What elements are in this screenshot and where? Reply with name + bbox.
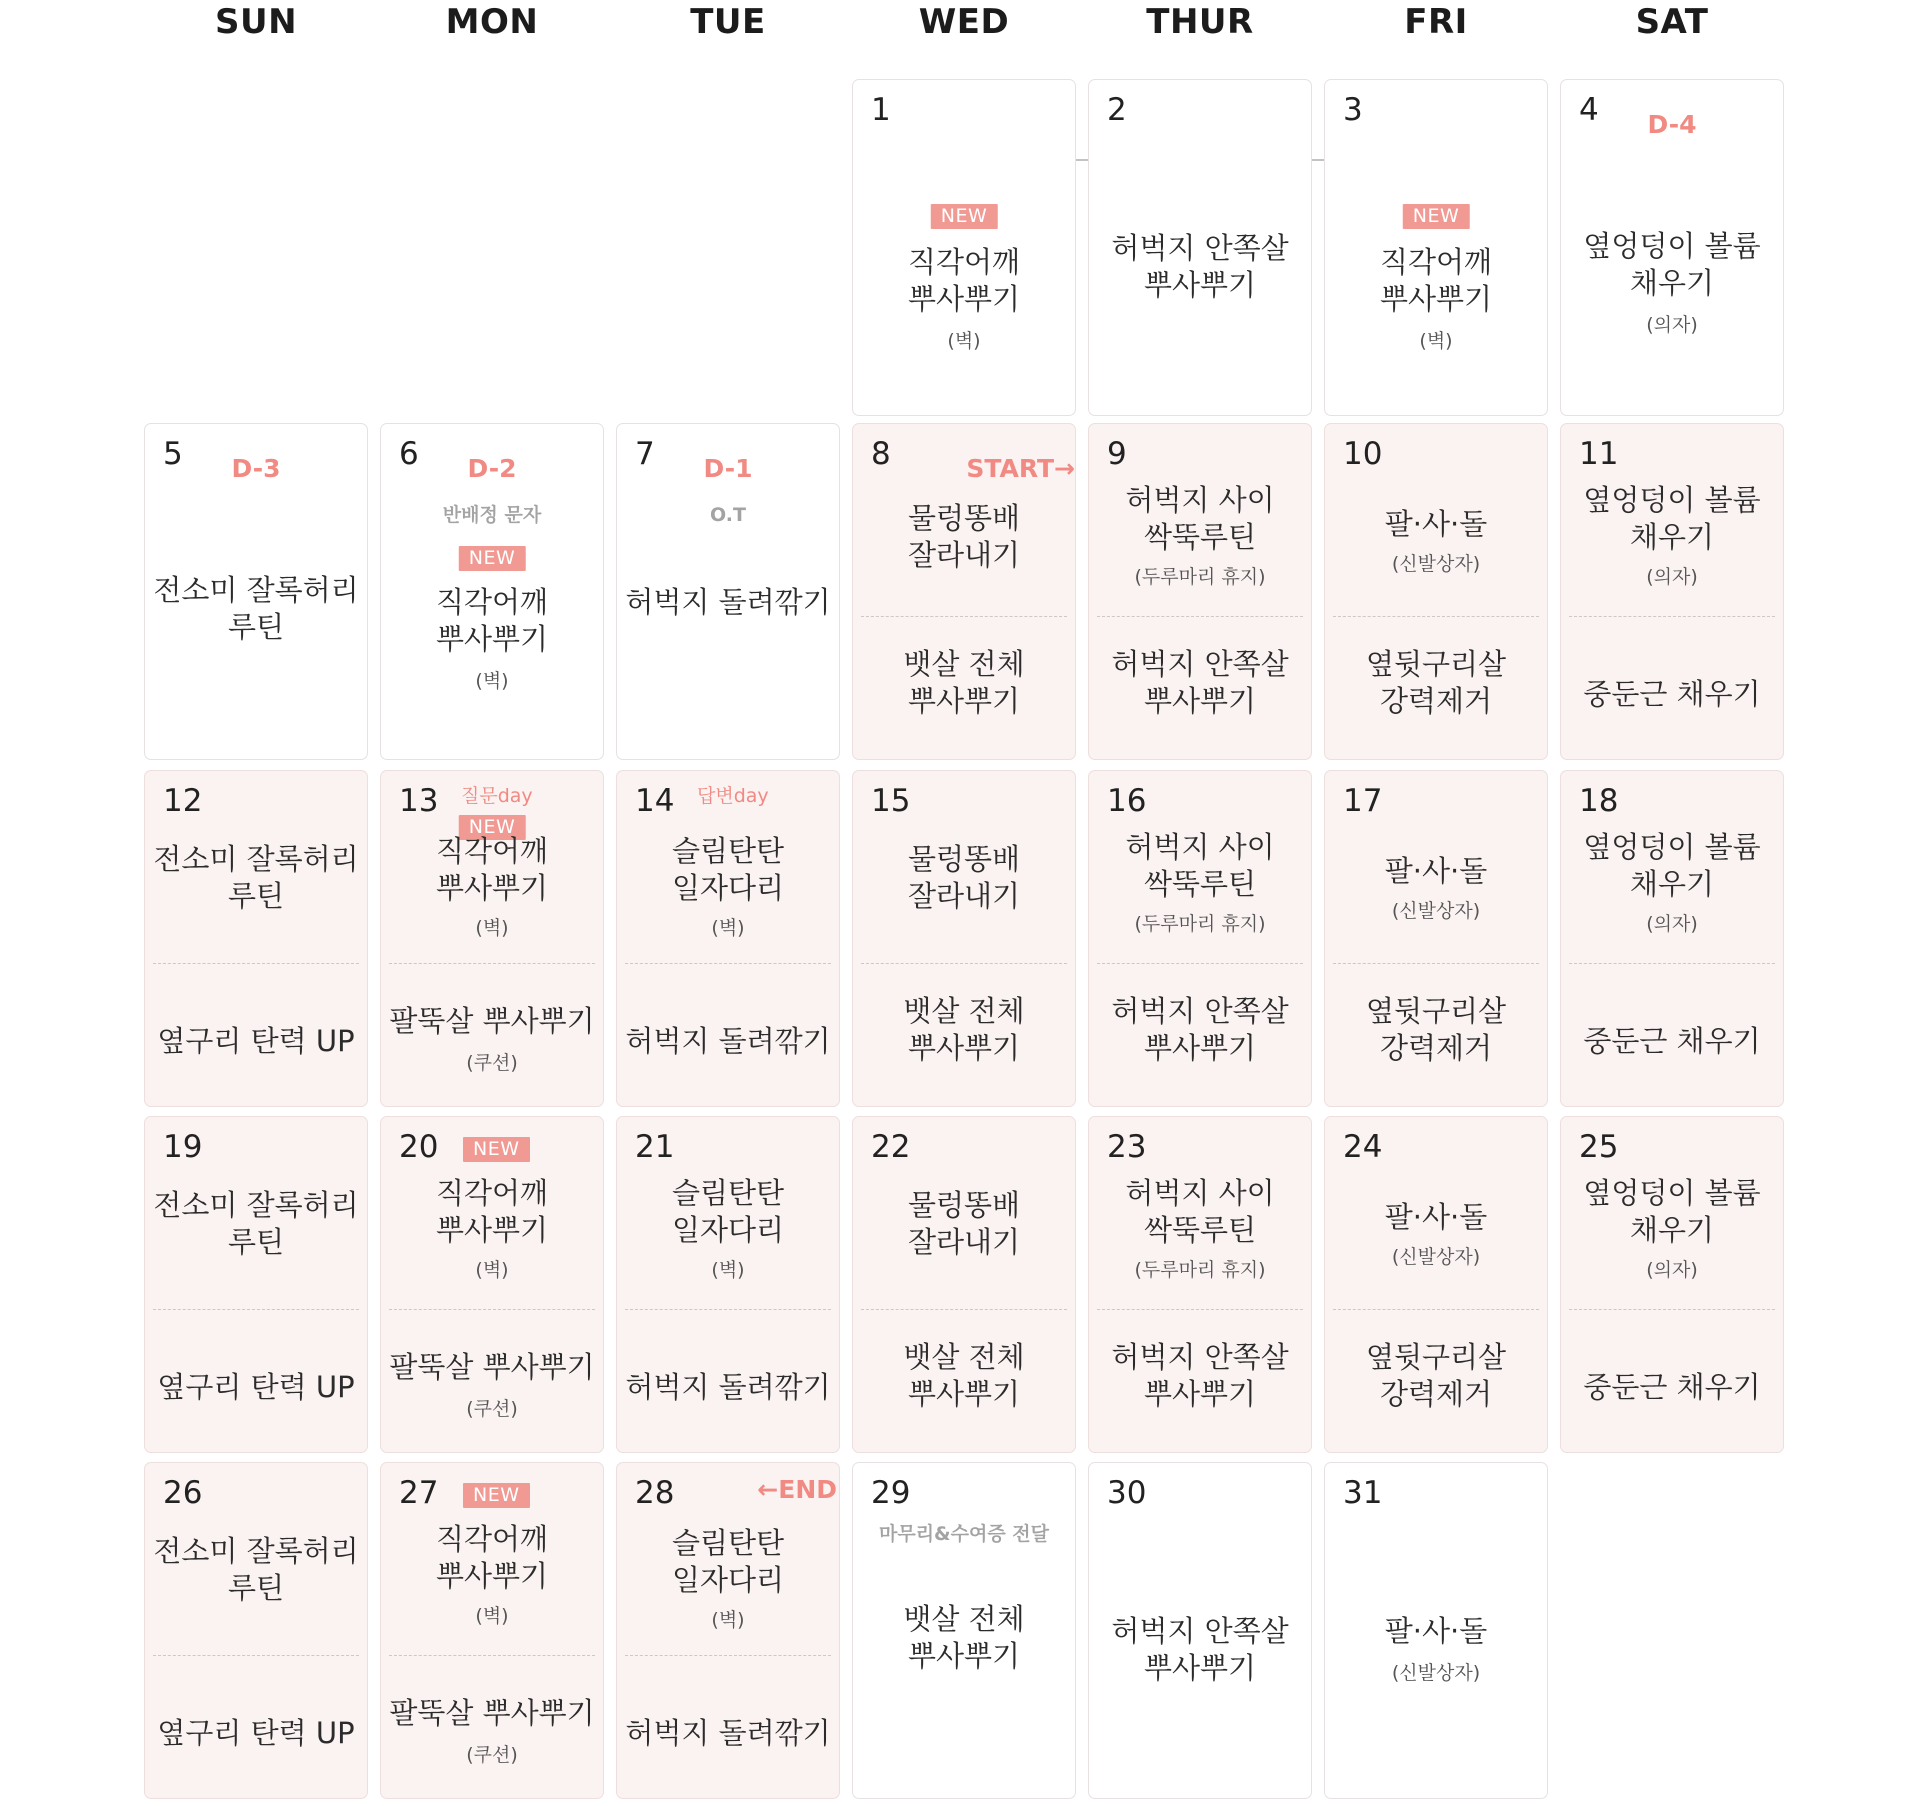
day-number: 22 [871,1129,911,1165]
exercise-line: 뿌사뿌기 [435,622,549,656]
section-divider [389,1655,595,1656]
section-divider [1569,963,1775,964]
exercise-line: 허벅지 돌려깎기 [625,1716,831,1750]
calendar-day-8[interactable] [852,423,1076,760]
calendar-day-18[interactable] [1560,770,1784,1107]
day-number: 14 [635,783,675,819]
exercise-line: 루틴 [227,1225,285,1259]
day-number: 24 [1343,1129,1383,1165]
exercise-line: 직각어깨 [435,585,549,619]
calendar-day-13[interactable] [380,770,604,1107]
calendar-day-21[interactable] [616,1116,840,1453]
new-badge: NEW [1403,204,1470,229]
calendar-day-23[interactable] [1088,1116,1312,1453]
exercise-primary [617,584,839,621]
day-number: 31 [1343,1475,1383,1511]
exercise-secondary [145,1023,367,1060]
exercise-secondary [381,1349,603,1386]
exercise-line: 옆구리 탄력 UP [157,1370,355,1404]
section-divider [1097,1309,1303,1310]
exercise-line: 허벅지 사이 [1125,830,1275,864]
section-divider [153,1655,359,1656]
exercise-line: 싹뚝루틴 [1143,867,1257,901]
exercise-prop: (신발상자) [1391,553,1481,575]
exercise-line: 잘라내기 [907,1225,1021,1259]
day-tag: 답변day [697,785,769,807]
day-number: 30 [1107,1475,1147,1511]
weekday-header-wed: WED [918,2,1010,42]
exercise-line: 잘라내기 [907,879,1021,913]
exercise-prop: (벽) [711,1609,745,1631]
exercise-line: 물렁똥배 [907,842,1021,876]
exercise-primary [1561,228,1783,302]
exercise-prop: (벽) [475,1605,509,1627]
exercise-line: 채우기 [1629,867,1715,901]
exercise-prop: (쿠션) [466,1398,518,1420]
exercise-line: 뿌사뿌기 [1143,1031,1257,1065]
exercise-line: 뿌사뿌기 [1143,684,1257,718]
calendar-day-7[interactable] [616,423,840,760]
exercise-prop: (두루마리 휴지) [1134,566,1266,588]
calendar-day-30[interactable] [1088,1462,1312,1799]
day-number: 16 [1107,783,1147,819]
exercise-primary [1325,853,1547,890]
day-number: 17 [1343,783,1383,819]
exercise-primary [853,1187,1075,1261]
exercise-line: 중둔근 채우기 [1583,677,1761,711]
exercise-line: 채우기 [1629,266,1715,300]
exercise-line: 팔뚝살 뿌사뿌기 [389,1350,595,1384]
exercise-primary [853,1601,1075,1675]
exercise-primary [381,584,603,658]
day-number: 8 [871,436,891,472]
new-badge: NEW [459,546,526,571]
exercise-line: 전소미 잘록허리 [153,573,359,607]
exercise-line: 허벅지 사이 [1125,483,1275,517]
calendar-day-3[interactable] [1324,79,1548,416]
exercise-secondary [617,1369,839,1406]
calendar-day-4[interactable] [1560,79,1784,416]
day-number: 23 [1107,1129,1147,1165]
exercise-secondary [853,993,1075,1067]
day-number: 26 [163,1475,203,1511]
exercise-prop: (의자) [1646,314,1698,336]
exercise-line: 일자다리 [671,1563,785,1597]
exercise-line: 뱃살 전체 [903,994,1025,1028]
day-number: 5 [163,436,183,472]
exercise-line: 강력제거 [1379,684,1493,718]
exercise-primary [145,1187,367,1261]
calendar-day-17[interactable] [1324,770,1548,1107]
day-number: 6 [399,436,419,472]
section-divider [861,616,1067,617]
new-badge: NEW [463,1137,530,1162]
exercise-line: 뿌사뿌기 [1143,1377,1257,1411]
exercise-line: 허벅지 안쪽살 [1111,994,1289,1028]
exercise-secondary [1089,646,1311,720]
day-number: 10 [1343,436,1383,472]
day-number: 19 [163,1129,203,1165]
exercise-line: 루틴 [227,1571,285,1605]
exercise-line: 허벅지 돌려깎기 [625,1370,831,1404]
exercise-primary [853,841,1075,915]
section-divider [625,963,831,964]
exercise-line: 옆엉덩이 볼륨 [1583,483,1761,517]
calendar-day-9[interactable] [1088,423,1312,760]
section-divider [861,963,1067,964]
exercise-primary [853,244,1075,318]
weekday-header-thur: THUR [1146,2,1254,42]
exercise-line: 허벅지 사이 [1125,1176,1275,1210]
day-number: 28 [635,1475,675,1511]
exercise-line: 직각어깨 [435,1522,549,1556]
day-tag: D-4 [1647,110,1697,139]
exercise-primary [1325,1199,1547,1236]
exercise-line: 뿌사뿌기 [907,1377,1021,1411]
exercise-line: 옆엉덩이 볼륨 [1583,1176,1761,1210]
exercise-prop: (벽) [711,917,745,939]
calendar-day-27[interactable] [380,1462,604,1799]
exercise-line: 옆뒷구리살 [1365,994,1507,1028]
section-divider [389,963,595,964]
exercise-prop: (쿠션) [466,1744,518,1766]
weekday-header-tue: TUE [690,2,766,42]
exercise-line: 잘라내기 [907,538,1021,572]
day-number: 15 [871,783,911,819]
exercise-line: 뿌사뿌기 [907,1639,1021,1673]
exercise-line: 옆엉덩이 볼륨 [1583,229,1761,263]
exercise-secondary [145,1715,367,1752]
section-divider [1333,1309,1539,1310]
calendar-day-26[interactable] [144,1462,368,1799]
exercise-line: 뿌사뿌기 [907,684,1021,718]
day-number: 4 [1579,92,1599,128]
exercise-prop: (벽) [475,1259,509,1281]
exercise-secondary [145,1369,367,1406]
calendar-day-25[interactable] [1560,1116,1784,1453]
section-divider [1097,963,1303,964]
exercise-line: 팔·사·돌 [1384,507,1488,541]
calendar-day-22[interactable] [852,1116,1076,1453]
exercise-line: 물렁똥배 [907,1188,1021,1222]
exercise-line: 뿌사뿌기 [1143,268,1257,302]
section-divider [1569,616,1775,617]
exercise-prop: (신발상자) [1391,1662,1481,1684]
exercise-primary [1561,482,1783,556]
exercise-line: 팔·사·돌 [1384,854,1488,888]
exercise-prop: (신발상자) [1391,1246,1481,1268]
exercise-secondary [1325,993,1547,1067]
section-divider [153,1309,359,1310]
exercise-line: 뿌사뿌기 [1143,1651,1257,1685]
exercise-line: 채우기 [1629,520,1715,554]
day-number: 13 [399,783,439,819]
day-note: O.T [710,504,746,526]
exercise-line: 싹뚝루틴 [1143,1213,1257,1247]
calendar-day-6[interactable] [380,423,604,760]
new-badge: NEW [463,1483,530,1508]
exercise-primary [853,500,1075,574]
exercise-primary [617,1525,839,1599]
exercise-primary [1089,1613,1311,1687]
section-divider [861,1309,1067,1310]
calendar-day-11[interactable] [1560,423,1784,760]
day-tag: D-2 [467,454,517,483]
exercise-prop: (벽) [1419,330,1453,352]
exercise-prop: (벽) [475,917,509,939]
calendar-day-14[interactable] [616,770,840,1107]
exercise-primary [145,572,367,646]
exercise-line: 뿌사뿌기 [907,282,1021,316]
exercise-line: 허벅지 안쪽살 [1111,647,1289,681]
exercise-line: 전소미 잘록허리 [153,1534,359,1568]
exercise-line: 허벅지 돌려깎기 [625,585,831,619]
day-number: 27 [399,1475,439,1511]
exercise-line: 일자다리 [671,1213,785,1247]
exercise-line: 전소미 잘록허리 [153,1188,359,1222]
exercise-line: 허벅지 안쪽살 [1111,231,1289,265]
exercise-line: 직각어깨 [435,834,549,868]
exercise-line: 뿌사뿌기 [1379,282,1493,316]
day-number: 18 [1579,783,1619,819]
exercise-prop: (두루마리 휴지) [1134,1259,1266,1281]
exercise-line: 팔·사·돌 [1384,1200,1488,1234]
new-badge: NEW [459,815,526,840]
exercise-line: 직각어깨 [1379,245,1493,279]
exercise-primary [1561,829,1783,903]
section-divider [1333,616,1539,617]
exercise-line: 옆엉덩이 볼륨 [1583,830,1761,864]
exercise-primary [617,833,839,907]
exercise-secondary [617,1715,839,1752]
section-divider [625,1309,831,1310]
exercise-secondary [381,1003,603,1040]
day-number: 7 [635,436,655,472]
exercise-line: 강력제거 [1379,1377,1493,1411]
day-number: 11 [1579,436,1619,472]
day-tag: D-3 [231,454,281,483]
day-number: 29 [871,1475,911,1511]
day-number: 21 [635,1129,675,1165]
calendar-day-5[interactable] [144,423,368,760]
section-divider [1333,963,1539,964]
exercise-secondary [1561,676,1783,713]
exercise-primary [1089,230,1311,304]
exercise-prop: (두루마리 휴지) [1134,913,1266,935]
exercise-line: 루틴 [227,610,285,644]
day-number: 9 [1107,436,1127,472]
day-number: 12 [163,783,203,819]
exercise-line: 옆뒷구리살 [1365,647,1507,681]
exercise-primary [617,1175,839,1249]
exercise-line: 옆구리 탄력 UP [157,1024,355,1058]
weekday-header-mon: MON [445,2,539,42]
section-divider [625,1655,831,1656]
exercise-prop: (쿠션) [466,1052,518,1074]
exercise-line: 슬림탄탄 [671,834,785,868]
day-tag: 질문day [461,785,533,807]
calendar-day-29[interactable] [852,1462,1076,1799]
section-divider [389,1309,595,1310]
exercise-line: 전소미 잘록허리 [153,842,359,876]
exercise-primary [381,833,603,907]
exercise-prop: (의자) [1646,566,1698,588]
exercise-line: 채우기 [1629,1213,1715,1247]
weekday-header-sun: SUN [214,2,298,42]
exercise-line: 허벅지 안쪽살 [1111,1614,1289,1648]
calendar-day-12[interactable] [144,770,368,1107]
exercise-line: 뿌사뿌기 [435,1213,549,1247]
exercise-primary [1089,829,1311,903]
exercise-line: 물렁똥배 [907,501,1021,535]
new-badge: NEW [931,204,998,229]
exercise-line: 일자다리 [671,871,785,905]
exercise-line: 뿌사뿌기 [435,1559,549,1593]
calendar-day-15[interactable] [852,770,1076,1107]
exercise-line: 팔뚝살 뿌사뿌기 [389,1004,595,1038]
calendar-day-16[interactable] [1088,770,1312,1107]
exercise-secondary [1089,993,1311,1067]
weekday-header-sat: SAT [1635,2,1709,42]
day-note: 반배정 문자 [442,504,542,526]
day-tag: ←END [757,1475,837,1504]
exercise-line: 뿌사뿌기 [907,1031,1021,1065]
day-number: 20 [399,1129,439,1165]
section-divider [1097,616,1303,617]
exercise-prop: (신발상자) [1391,900,1481,922]
exercise-primary [1325,244,1547,318]
exercise-prop: (벽) [475,670,509,692]
exercise-line: 직각어깨 [907,245,1021,279]
exercise-secondary [617,1023,839,1060]
exercise-primary [1089,482,1311,556]
day-note: 마무리&수여증 전달 [878,1523,1050,1545]
section-divider [153,963,359,964]
day-number: 25 [1579,1129,1619,1165]
exercise-line: 뱃살 전체 [903,1602,1025,1636]
exercise-primary [1089,1175,1311,1249]
exercise-line: 허벅지 안쪽살 [1111,1340,1289,1374]
exercise-line: 허벅지 돌려깎기 [625,1024,831,1058]
exercise-line: 뱃살 전체 [903,1340,1025,1374]
section-divider [1569,1309,1775,1310]
exercise-line: 옆구리 탄력 UP [157,1716,355,1750]
day-number: 1 [871,92,891,128]
calendar-day-10[interactable] [1324,423,1548,760]
exercise-secondary [1561,1369,1783,1406]
exercise-prop: (의자) [1646,913,1698,935]
exercise-secondary [381,1695,603,1732]
exercise-line: 강력제거 [1379,1031,1493,1065]
exercise-line: 슬림탄탄 [671,1176,785,1210]
day-tag: START→ [966,454,1075,483]
exercise-line: 직각어깨 [435,1176,549,1210]
exercise-primary [1561,1175,1783,1249]
exercise-line: 싹뚝루틴 [1143,520,1257,554]
calendar-day-24[interactable] [1324,1116,1548,1453]
exercise-line: 뱃살 전체 [903,647,1025,681]
exercise-prop: (벽) [947,330,981,352]
calendar-day-2[interactable] [1088,79,1312,416]
exercise-primary [1325,506,1547,543]
exercise-primary [145,841,367,915]
calendar-day-20[interactable] [380,1116,604,1453]
calendar-day-28[interactable] [616,1462,840,1799]
exercise-line: 팔뚝살 뿌사뿌기 [389,1696,595,1730]
exercise-line: 중둔근 채우기 [1583,1024,1761,1058]
weekday-header-fri: FRI [1404,2,1468,42]
calendar-day-19[interactable] [144,1116,368,1453]
day-number: 2 [1107,92,1127,128]
exercise-secondary [853,1339,1075,1413]
exercise-prop: (의자) [1646,1259,1698,1281]
exercise-prop: (벽) [711,1259,745,1281]
exercise-primary [381,1521,603,1595]
exercise-line: 팔·사·돌 [1384,1614,1488,1648]
calendar-day-1[interactable] [852,79,1076,416]
exercise-primary [145,1533,367,1607]
day-number: 3 [1343,92,1363,128]
exercise-secondary [853,646,1075,720]
exercise-line: 옆뒷구리살 [1365,1340,1507,1374]
exercise-secondary [1089,1339,1311,1413]
exercise-line: 슬림탄탄 [671,1526,785,1560]
calendar-day-31[interactable] [1324,1462,1548,1799]
exercise-secondary [1325,1339,1547,1413]
exercise-line: 뿌사뿌기 [435,871,549,905]
exercise-primary [381,1175,603,1249]
exercise-line: 루틴 [227,879,285,913]
exercise-secondary [1561,1023,1783,1060]
exercise-secondary [1325,646,1547,720]
day-tag: D-1 [703,454,753,483]
exercise-primary [1325,1613,1547,1650]
exercise-line: 중둔근 채우기 [1583,1370,1761,1404]
